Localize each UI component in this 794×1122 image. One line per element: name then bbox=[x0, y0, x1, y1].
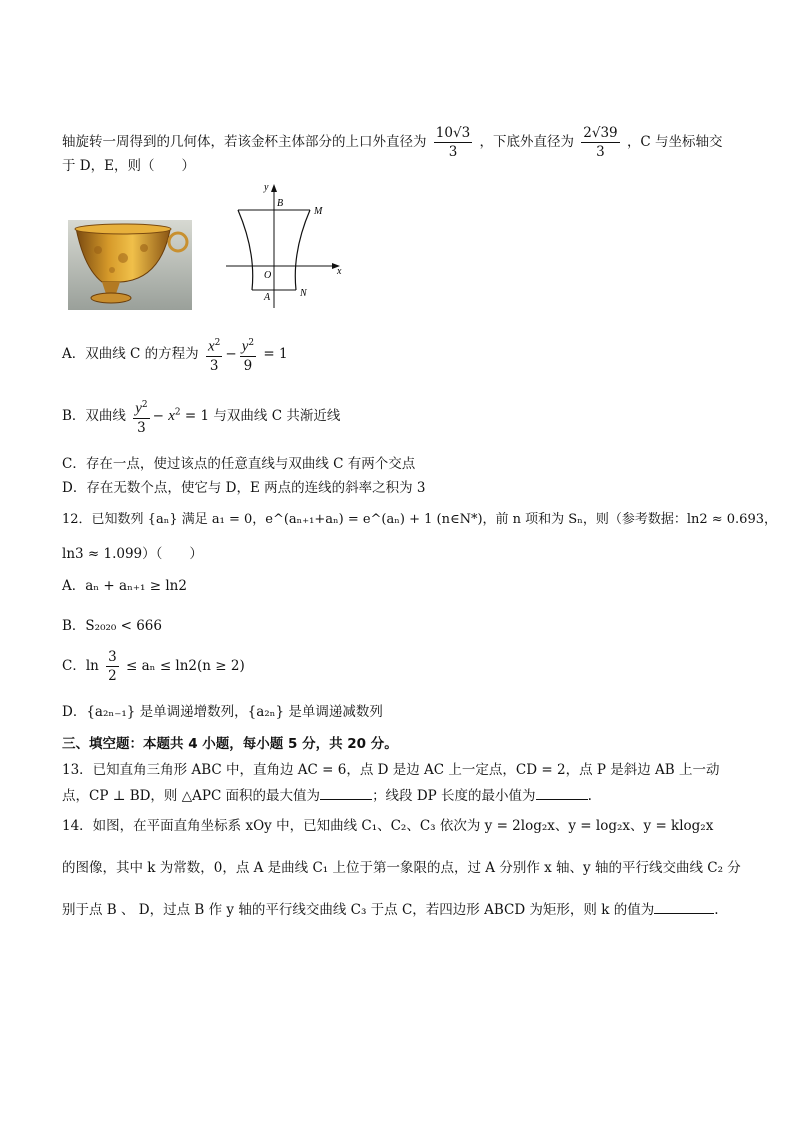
answer-blank-1[interactable] bbox=[320, 787, 372, 800]
answer-blank-3[interactable] bbox=[654, 901, 714, 914]
q11-option-b: B．双曲线 $\frac{y^2}{3}$ − $x^2 = 1$ 与双曲线 C 共渐近线 bbox=[62, 396, 340, 437]
q11-option-a: A．双曲线 C 的方程为 $\frac{x^2}{3}$ − $\frac{y^2}{9}$ = 1 bbox=[62, 334, 288, 375]
q13-line1: 13．已知直角三角形 ABC 中，直角边 AC = 6，点 D 是边 AC 上一定点，CD = 2，点 P 是斜边 AB 上一动 bbox=[62, 762, 720, 778]
q12-option-d: D．{a₂ₙ₋₁} 是单调递增数列，{a₂ₙ} 是单调递减数列 bbox=[62, 704, 383, 720]
point-m-label: M bbox=[314, 206, 323, 217]
section-heading: 三、填空题：本题共 4 小题，每小题 5 分，共 20 分。 bbox=[62, 736, 398, 752]
golden-cup-image bbox=[68, 220, 192, 310]
origin-label: O bbox=[264, 270, 272, 281]
q11-option-d: D．存在无数个点，使它与 D，E 两点的连线的斜率之积为 3 bbox=[62, 480, 426, 496]
point-b-label: B bbox=[277, 198, 284, 209]
q12-option-a: A．aₙ + aₙ₊₁ ≥ ln2 bbox=[62, 578, 187, 594]
point-n-label: N bbox=[300, 288, 307, 299]
q13-line2: 点，CP ⊥ BD，则 △APC 面积的最大值为 ；线段 DP 长度的最小值为 . bbox=[62, 788, 592, 804]
point-a-label: A bbox=[264, 292, 271, 303]
q11-option-c: C．存在一点，使过该点的任意直线与双曲线 C 有两个交点 bbox=[62, 456, 416, 472]
q14-line1: 14．如图，在平面直角坐标系 xOy 中，已知曲线 C₁、C₂、C₃ 依次为 y = 2log₂x、y = log₂x、y = klog₂x bbox=[62, 818, 714, 834]
x-axis-label: x bbox=[337, 266, 342, 277]
q11-line2: 于 D，E，则（ ） bbox=[62, 158, 195, 174]
q14-line3: 别于点 B 、 D，过点 B 作 y 轴的平行线交曲线 C₃ 于点 C，若四边形 ABCD 为矩形，则 k 的值为 . bbox=[62, 902, 719, 918]
q14-line2: 的图像，其中 k 为常数，0，点 A 是曲线 C₁ 上位于第一象限的点，过 A 分别作 x 轴、y 轴的平行线交曲线 C₂ 分 bbox=[62, 860, 741, 876]
q11-line1: 轴旋转一周得到的几何体，若该金杯主体部分的上口外直径为 $\frac{10√3}{3}$ ，下底外直径为 $\frac{2√39}{3}$ ，C 与坐标轴交 bbox=[62, 125, 723, 160]
answer-blank-2[interactable] bbox=[536, 787, 588, 800]
q12-stem-line1: 12．已知数列 {aₙ} 满足 a₁ = 0，e^(aₙ₊₁+aₙ) = e^(aₙ) + 1 (n∈N*)，前 n 项和为 Sₙ，则（参考数据：ln2 ≈ 0.693， bbox=[62, 512, 778, 527]
fraction-lower-diameter: $\frac{2√39}{3}$ bbox=[583, 125, 618, 160]
q12-option-b: B．S₂₀₂₀ < 666 bbox=[62, 618, 162, 634]
q12-stem-line2: ln3 ≈ 1.099）（ ） bbox=[62, 546, 203, 562]
hyperbola-figure bbox=[222, 180, 346, 312]
q12-option-c: C．ln $\frac{3}{2}$ ≤ aₙ ≤ ln2(n ≥ 2) bbox=[62, 649, 245, 684]
fraction-upper-diameter: $\frac{10√3}{3}$ bbox=[435, 125, 471, 160]
y-axis-label: y bbox=[264, 182, 269, 193]
